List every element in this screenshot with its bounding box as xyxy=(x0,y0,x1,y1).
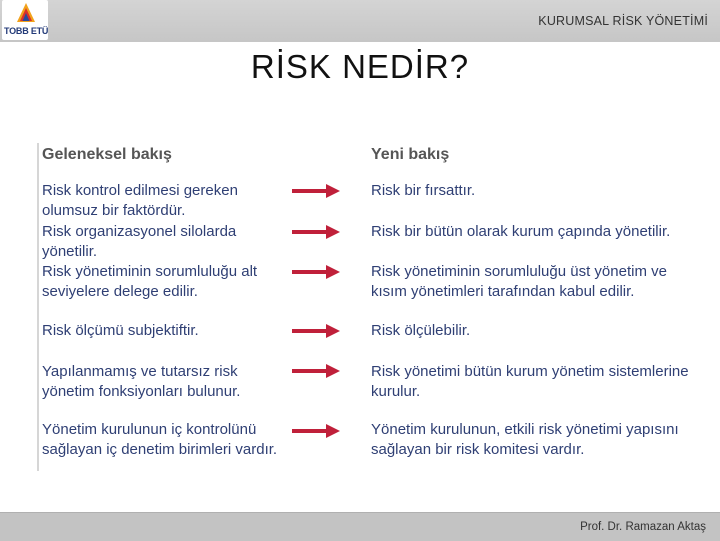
tobb-etu-logo xyxy=(2,0,48,40)
new-item-3: Risk yönetiminin sorumluluğu üst yönetim ve kısım yönetimleri tarafından kabul edilir. xyxy=(371,263,667,300)
arrow-right-icon xyxy=(292,324,340,338)
arrow-right-icon xyxy=(292,184,340,198)
traditional-item-6: Yönetim kurulunun iç kontrolünü sağlayan iç denetim birimleri vardır. xyxy=(42,421,278,458)
arrow-right-icon xyxy=(292,225,340,239)
left-divider-line xyxy=(37,143,39,471)
arrow-right-icon xyxy=(292,424,340,438)
footer-bar xyxy=(0,512,720,541)
new-item-5: Risk yönetimi bütün kurum yönetim sistemlerine kurulur. xyxy=(371,363,689,400)
traditional-item-5: Yapılanmamış ve tutarsız risk yönetim fonksiyonları bulunur. xyxy=(42,363,241,400)
traditional-view-heading: Geleneksel bakış xyxy=(42,146,172,163)
traditional-item-1: Risk kontrol edilmesi gereken olumsuz bir faktördür. xyxy=(42,182,238,219)
new-view-heading: Yeni bakış xyxy=(371,146,450,163)
header-title: KURUMSAL RİSK YÖNETİMİ xyxy=(538,14,708,28)
logo-triangle-icon xyxy=(16,2,36,24)
header-bar xyxy=(0,0,720,42)
new-item-4: Risk ölçülebilir. xyxy=(371,322,471,339)
traditional-item-3: Risk yönetiminin sorumluluğu alt seviyelere delege edilir. xyxy=(42,263,258,300)
traditional-item-4: Risk ölçümü subjektiftir. xyxy=(42,322,199,339)
new-item-6: Yönetim kurulunun, etkili risk yönetimi yapısını sağlayan bir risk komitesi vardır. xyxy=(371,421,679,458)
new-item-1: Risk bir fırsattır. xyxy=(371,182,476,199)
traditional-item-2: Risk organizasyonel silolarda yönetilir. xyxy=(42,223,237,260)
footer-author: Prof. Dr. Ramazan Aktaş xyxy=(580,521,706,533)
new-item-2: Risk bir bütün olarak kurum çapında yönetilir. xyxy=(371,223,671,240)
arrow-right-icon xyxy=(292,364,340,378)
logo-text: TOBB ETÜ xyxy=(4,26,49,36)
arrow-right-icon xyxy=(292,265,340,279)
slide-title: RİSK NEDİR? xyxy=(250,48,470,85)
